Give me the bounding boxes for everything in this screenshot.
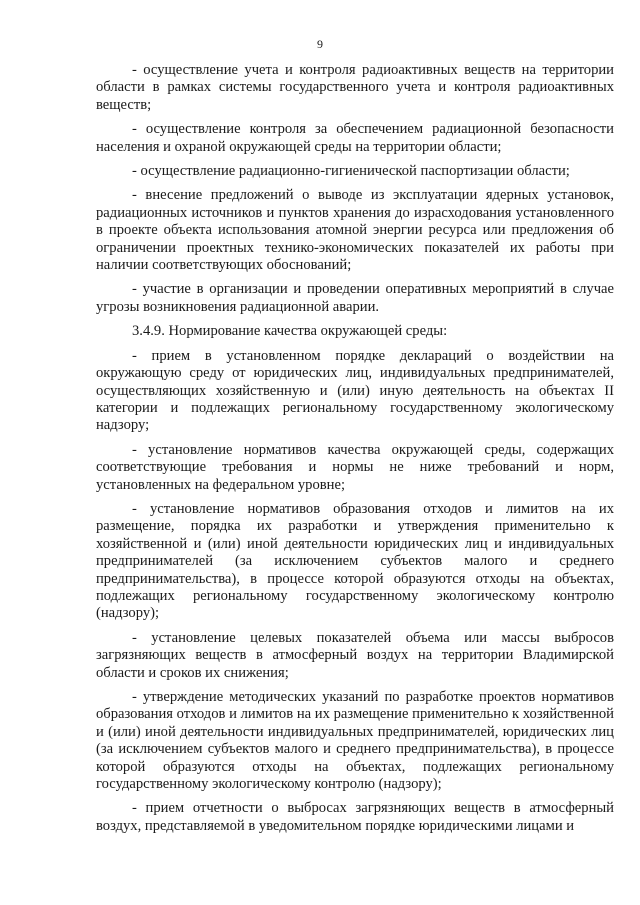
paragraph-10: - утверждение методических указаний по разработке проектов нормативов образования отходов и лимитов на их размещение применительно к хозяйственной и (или) иной деятельности индивидуальных предпринимателей, юридических лиц (за исключением субъектов малого и среднего предпринимательства), в процессе которой образуются отходы на объектах, подлежащих региональному государственному экологическому контролю (надзору); <box>96 689 614 793</box>
paragraph-7: - установление нормативов качества окружающей среды, содержащих соответствующие требования и нормы не ниже требований и норм, установленных на федеральном уровне; <box>96 441 614 493</box>
page-number: 9 <box>317 37 323 51</box>
paragraph-6: - прием в установленном порядке деклараций о воздействии на окружающую среду от юридических лиц, индивидуальных предпринимателей, осуществляющих хозяйственную и (или) иную деятельность на объектах II категории и подлежащих региональному государственному экологическому надзору; <box>96 347 614 434</box>
paragraph-3: - осуществление радиационно-гигиенической паспортизации области; <box>132 163 570 180</box>
paragraph-4: - внесение предложений о выводе из эксплуатации ядерных установок, радиационных источников и пунктов хранения до израсходования установленного в проекте объекта использования атомной энергии ресурса или предложения об ограничении проектных технико-экономических показателей их работы при наличии соответствующих обоснований; <box>96 187 614 274</box>
paragraph-5: - участие в организации и проведении оперативных мероприятий в случае угрозы возникновения радиационной аварии. <box>96 281 614 315</box>
paragraph-1: - осуществление учета и контроля радиоактивных веществ на территории области в рамках системы государственного учета и контроля радиоактивных веществ; <box>96 62 614 113</box>
section-heading: 3.4.9. Нормирование качества окружающей среды: <box>132 323 448 340</box>
paragraph-8: - установление нормативов образования отходов и лимитов на их размещение, порядка их разработки и утверждения применительно к хозяйственной и (или) иной деятельности юридических лиц и индивидуальных предпринимателей (за исключением субъектов малого и среднего предпринимательства), в процессе которой образуются отходы на объектах, подлежащих региональному государственному экологическому контролю (надзору); <box>96 500 614 622</box>
paragraph-11: - прием отчетности о выбросах загрязняющих веществ в атмосферный воздух, представляемой в уведомительном порядке юридическими лицами и <box>96 800 614 834</box>
document-body <box>96 62 614 842</box>
paragraph-9: - установление целевых показателей объема или массы выбросов загрязняющих веществ в атмосферный воздух на территории Владимирской области и сроков их снижения; <box>96 629 614 681</box>
paragraph-2: - осуществление контроля за обеспечением радиационной безопасности населения и охраной окружающей среды на территории области; <box>96 121 614 155</box>
